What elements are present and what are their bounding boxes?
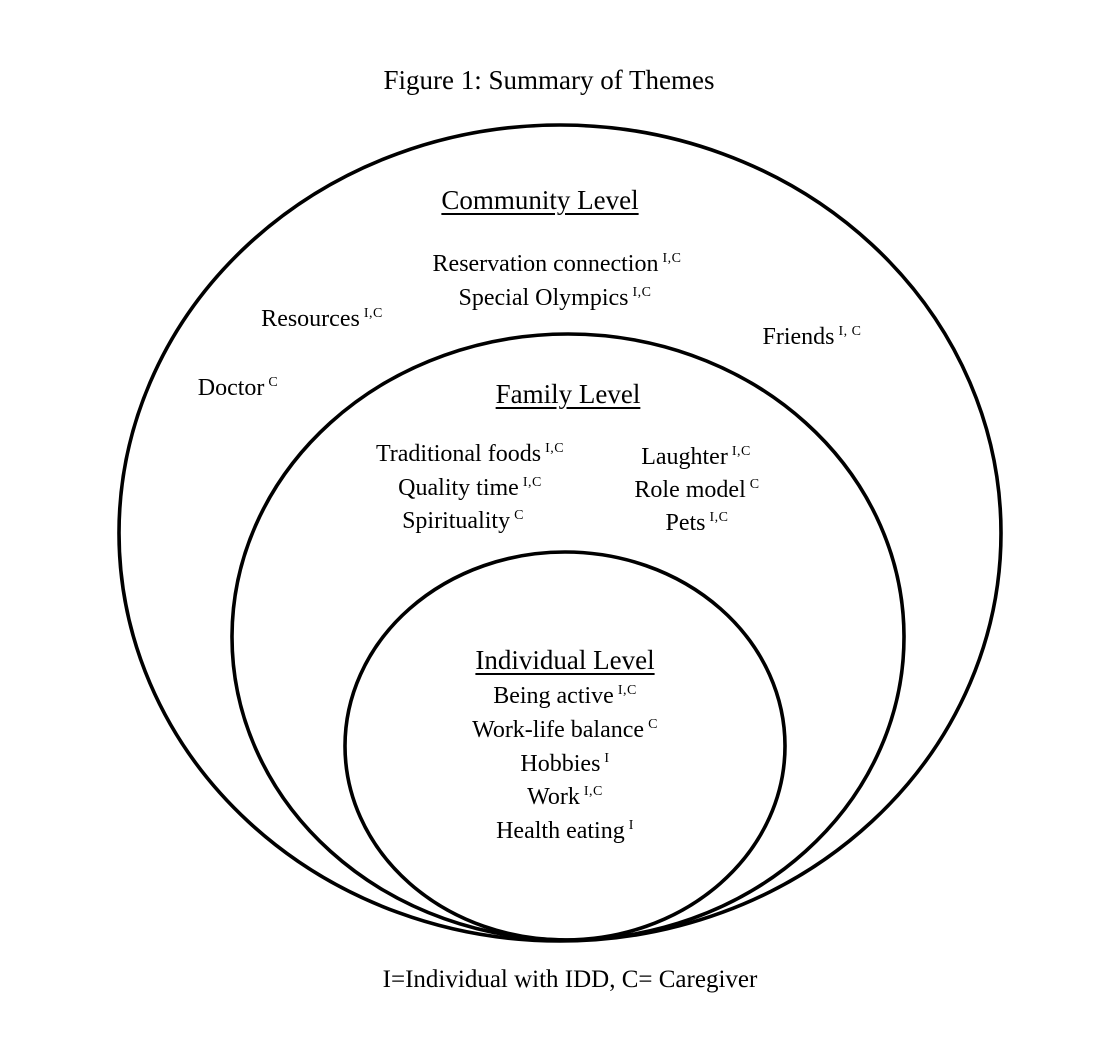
theme-traditional-foods: Traditional foods $^{I,C}$ bbox=[375, 441, 565, 467]
theme-health-eating: Health eating $^I$ bbox=[496, 818, 634, 844]
superscript-tag: I,C bbox=[545, 441, 565, 456]
superscript-tag: I bbox=[604, 751, 610, 766]
theme-spirituality: Spirituality $^C$ bbox=[402, 508, 524, 534]
community-level-heading: Community Level bbox=[441, 185, 639, 215]
theme-hobbies: Hobbies $^I$ bbox=[520, 751, 610, 777]
family-level-circle bbox=[232, 334, 904, 940]
theme-special-olympics: Special Olympics $^{I,C}$ bbox=[458, 285, 652, 311]
superscript-tag: I,C bbox=[632, 285, 652, 300]
theme-reservation-connection: Reservation connection $^{I,C}$ bbox=[432, 251, 682, 277]
superscript-tag: I, C bbox=[838, 324, 862, 339]
superscript-tag: I,C bbox=[662, 251, 682, 266]
theme-work-life-balance: Work-life balance $^C$ bbox=[472, 717, 658, 743]
superscript-tag: I bbox=[628, 818, 634, 833]
theme-work: Work $^{I,C}$ bbox=[527, 784, 603, 810]
superscript-tag: C bbox=[749, 477, 760, 492]
superscript-tag: I,C bbox=[617, 683, 637, 698]
theme-friends: Friends $^{I, C}$ bbox=[762, 324, 862, 350]
superscript-tag: I,C bbox=[709, 510, 729, 525]
theme-resources: Resources $^{I,C}$ bbox=[261, 306, 383, 332]
superscript-tag: I,C bbox=[363, 306, 383, 321]
superscript-tag: C bbox=[648, 717, 658, 732]
individual-level-heading: Individual Level bbox=[475, 645, 655, 675]
theme-pets: Pets $^{I,C}$ bbox=[665, 510, 729, 536]
superscript-tag: I,C bbox=[583, 784, 603, 799]
theme-role-model: Role model $^C$ bbox=[634, 477, 760, 503]
theme-doctor: Doctor $^C$ bbox=[197, 375, 279, 401]
superscript-tag: I,C bbox=[731, 444, 751, 459]
theme-being-active: Being active $^{I,C}$ bbox=[493, 683, 637, 709]
superscript-tag: C bbox=[268, 375, 279, 390]
figure-title: Figure 1: Summary of Themes bbox=[383, 65, 715, 95]
figure-legend: I=Individual with IDD, C= Caregiver bbox=[382, 966, 758, 993]
family-level-heading: Family Level bbox=[495, 379, 641, 409]
superscript-tag: C bbox=[514, 508, 524, 523]
theme-quality-time: Quality time $^{I,C}$ bbox=[398, 475, 542, 501]
superscript-tag: I,C bbox=[522, 475, 542, 490]
theme-laughter: Laughter $^{I,C}$ bbox=[641, 444, 751, 470]
individual-level-circle bbox=[345, 552, 785, 940]
